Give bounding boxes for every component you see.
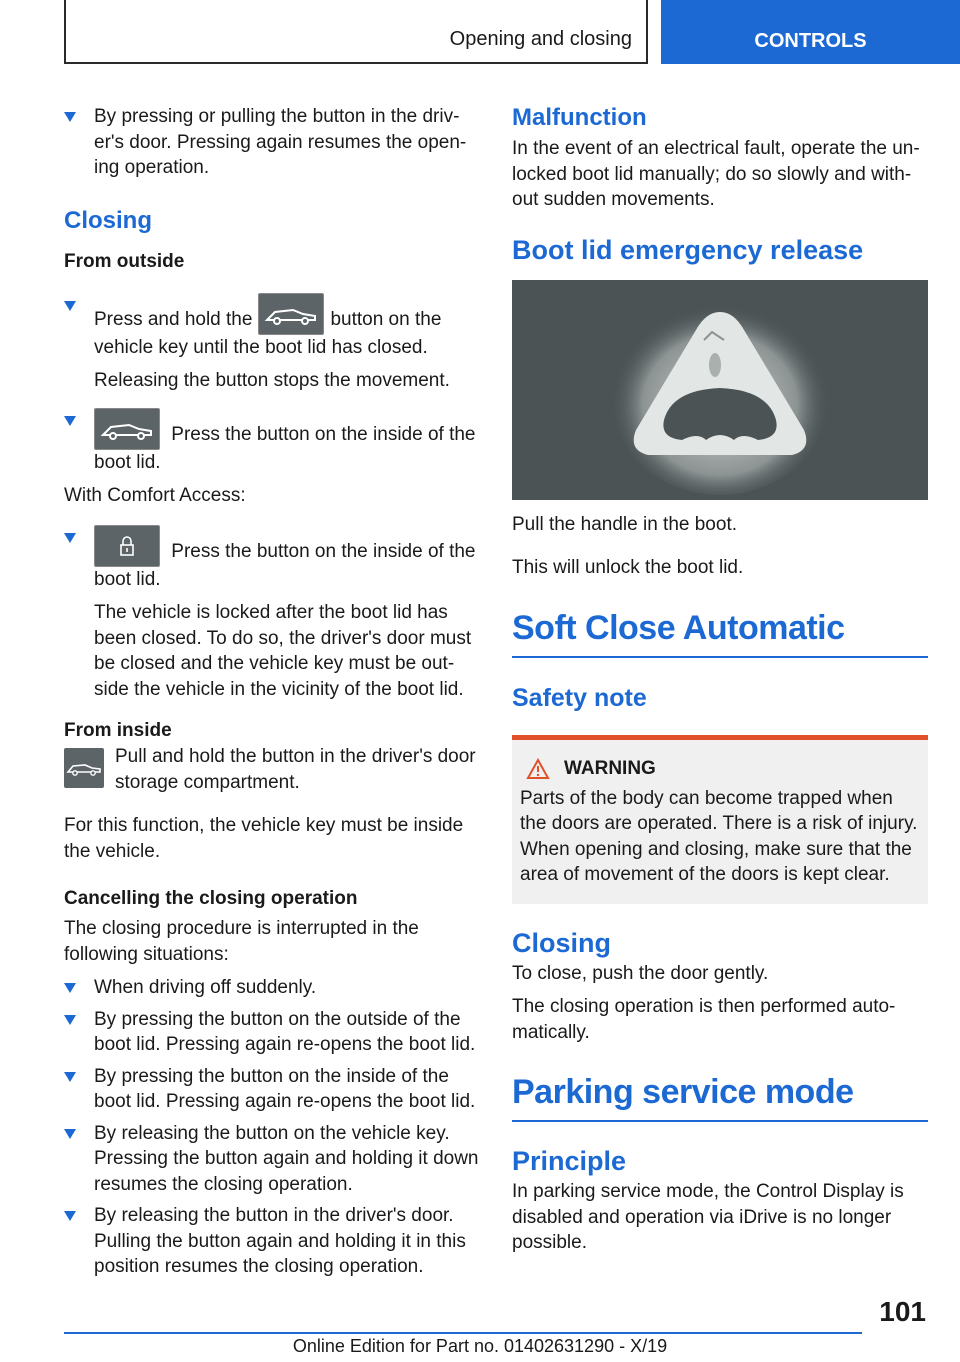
section-divider [512,1120,928,1122]
malfunction-text: In the event of an electrical fault, operate the un- locked boot lid manually; do so slowly and with- out sudden movements. [512,138,920,210]
header-section-box [64,0,648,64]
section-heading-closing: Closing [64,206,152,234]
key-inside-note: For this function, the vehicle key must be inside the vehicle. [64,815,464,862]
boot-lid-car-icon [64,748,104,788]
right-column [512,100,928,1256]
warning-box [512,735,928,904]
bullet-triangle-icon [64,301,76,311]
bullet-triangle-icon [64,112,76,122]
warning-triangle-icon [526,758,550,780]
list-item: When driving off suddenly. [64,975,480,1001]
warning-text: Parts of the body can become trapped when the doors are operated. There is a risk of injury. When opening and closing, make sure that the area of movement of the doors is kept clear. [520,787,918,885]
lock-icon [94,525,160,567]
header-section-title: Opening and closing [449,28,632,50]
list-item: By pressing the button on the outside of the boot lid. Pressing again re-opens the boot lid. [64,1007,480,1058]
closing-text-2: The closing operation is then performed auto- matically. [512,996,896,1043]
from-inside-block: Pull and hold the button in the driver's door storage compartment. [64,744,480,795]
subheading-from-outside: From outside [64,250,185,272]
comfort-access-label: With Comfort Access: [64,485,246,506]
boot-lid-car-icon [94,408,160,450]
subheading-cancel: Cancelling the closing operation [64,888,358,909]
bullet-triangle-icon [64,416,76,426]
bullet-triangle-icon [64,1072,76,1082]
subheading-from-inside: From inside [64,720,172,741]
list-item: By pressing or pulling the button in the driv- er's door. Pressing again resumes the open- ing operation. [64,104,480,181]
section-heading-parking-service: Parking service mode [512,1073,854,1111]
emergency-release-handle-image [512,280,928,500]
list-item: By releasing the button on the vehicle key. Pressing the button again and holding it down resumes the closing operation. [64,1121,480,1198]
list-item: Press and hold the button on the vehicle key until the boot lid has closed. [64,293,480,361]
bullet-triangle-icon [64,983,76,993]
list-item-note: Releasing the button stops the movement. [94,370,450,391]
unlock-text: This will unlock the boot lid. [512,557,744,578]
header-chapter-tab[interactable]: CONTROLS [661,0,960,64]
list-item: By releasing the button in the driver's door. Pulling the button again and holding it in this position resumes the closing operation. [64,1203,480,1280]
list-item: Press the button on the inside of the boot lid. [64,525,480,593]
closing-text-1: To close, push the door gently. [512,962,769,984]
list-item-note: The vehicle is locked after the boot lid has been closed. To do so, the driver's door must be closed and the vehicle key must be out- side the vehicle in the vicinity of the boot lid. [94,602,472,700]
section-heading-principle: Principle [512,1146,627,1176]
section-heading-soft-close: Soft Close Automatic [512,608,845,647]
bullet-triangle-icon [64,1211,76,1221]
section-heading-closing-right: Closing [512,927,611,958]
bullet-triangle-icon [64,1129,76,1139]
section-heading-safety-note: Safety note [512,683,647,712]
warning-title: WARNING [520,758,920,780]
bullet-triangle-icon [64,533,76,543]
bullet-triangle-icon [64,1015,76,1025]
pull-handle-text: Pull the handle in the boot. [512,513,738,535]
section-divider [512,656,928,658]
list-item: Press the button on the inside of the boot lid. [64,408,480,476]
left-column [64,100,480,1280]
list-item: By pressing the button on the inside of the boot lid. Pressing again re-opens the boot lid. [64,1064,480,1115]
section-heading-emergency-release: Boot lid emergency release [512,234,864,265]
footer-edition: Online Edition for Part no. 01402631290 - X/19 [292,1336,668,1356]
page-number: 101 [879,1296,926,1327]
cancel-intro: The closing procedure is interrupted in the following situations: [64,918,419,965]
section-heading-malfunction: Malfunction [512,104,647,131]
boot-lid-car-icon [258,293,324,335]
footer-divider [64,1332,862,1334]
principle-text: In parking service mode, the Control Display is disabled and operation via iDrive is no longer possible. [512,1181,904,1253]
